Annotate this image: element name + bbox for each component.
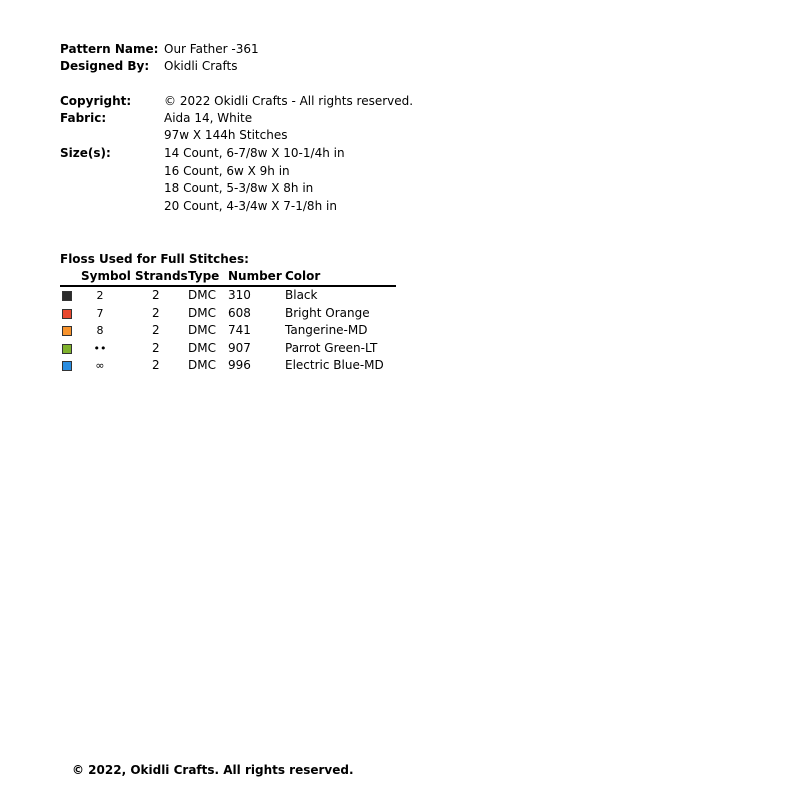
designer-label: Designed By:: [60, 59, 150, 73]
color-swatch: [62, 309, 72, 319]
type-cell: DMC: [188, 340, 216, 355]
type-cell: DMC: [188, 323, 216, 337]
pattern-name-label: Pattern Name:: [60, 42, 159, 56]
pattern-name-value: Our Father -361: [164, 42, 259, 56]
header-type: Type: [188, 269, 220, 283]
symbol-cell: ••: [93, 341, 107, 355]
table-row: [60, 357, 396, 375]
table-row: [60, 322, 396, 340]
color-swatch: [62, 361, 72, 371]
header-number: Number: [228, 269, 282, 283]
strands-cell: 2: [152, 323, 160, 337]
floss-title: Floss Used for Full Stitches:: [60, 252, 249, 266]
fabric-value: Aida 14, White: [164, 111, 253, 125]
sizes-label: Size(s):: [60, 146, 111, 160]
size-line: 16 Count, 6w X 9h in: [164, 164, 290, 178]
type-cell: DMC: [188, 358, 216, 372]
table-row: [60, 305, 396, 323]
number-cell: 907: [228, 340, 251, 355]
size-line: 20 Count, 4-3/4w X 7-1/8h in: [164, 199, 337, 213]
strands-cell: 2: [152, 305, 160, 320]
symbol-cell: 7: [96, 306, 104, 320]
color-cell: Tangerine-MD: [285, 323, 368, 337]
symbol-cell: ∞: [95, 359, 105, 372]
symbol-cell: 2: [96, 289, 104, 302]
color-cell: Electric Blue-MD: [285, 358, 384, 372]
strands-cell: 2: [152, 288, 160, 302]
copyright-value: © 2022 Okidli Crafts - All rights reserved.: [164, 94, 414, 108]
strands-cell: 2: [152, 340, 160, 355]
copyright-label: Copyright:: [60, 94, 132, 108]
floss-table: [60, 268, 396, 375]
size-line: 14 Count, 6-7/8w X 10-1/4h in: [164, 146, 345, 160]
color-swatch: [62, 344, 72, 354]
type-cell: DMC: [188, 305, 216, 320]
designer-value: Okidli Crafts: [164, 59, 238, 73]
fabric-label: Fabric:: [60, 111, 107, 125]
color-swatch: [62, 291, 72, 301]
size-line: 18 Count, 5-3/8w X 8h in: [164, 181, 314, 195]
color-swatch: [62, 326, 72, 336]
floss-table-header: [60, 268, 396, 287]
header-color: Color: [285, 269, 321, 283]
color-cell: Bright Orange: [285, 305, 370, 320]
header-strands: Strands: [135, 269, 188, 283]
type-cell: DMC: [188, 288, 216, 302]
number-cell: 741: [228, 323, 251, 337]
color-cell: Black: [285, 288, 318, 302]
table-row: [60, 340, 396, 358]
symbol-cell: 8: [96, 324, 104, 337]
color-cell: Parrot Green-LT: [285, 340, 378, 355]
footer-copyright: © 2022, Okidli Crafts. All rights reserved.: [72, 763, 354, 777]
number-cell: 608: [228, 305, 251, 320]
table-row: [60, 287, 396, 305]
number-cell: 996: [228, 358, 251, 372]
stitches-value: 97w X 144h Stitches: [164, 128, 288, 142]
header-symbol: Symbol: [81, 269, 131, 283]
number-cell: 310: [228, 288, 251, 302]
strands-cell: 2: [152, 358, 160, 372]
